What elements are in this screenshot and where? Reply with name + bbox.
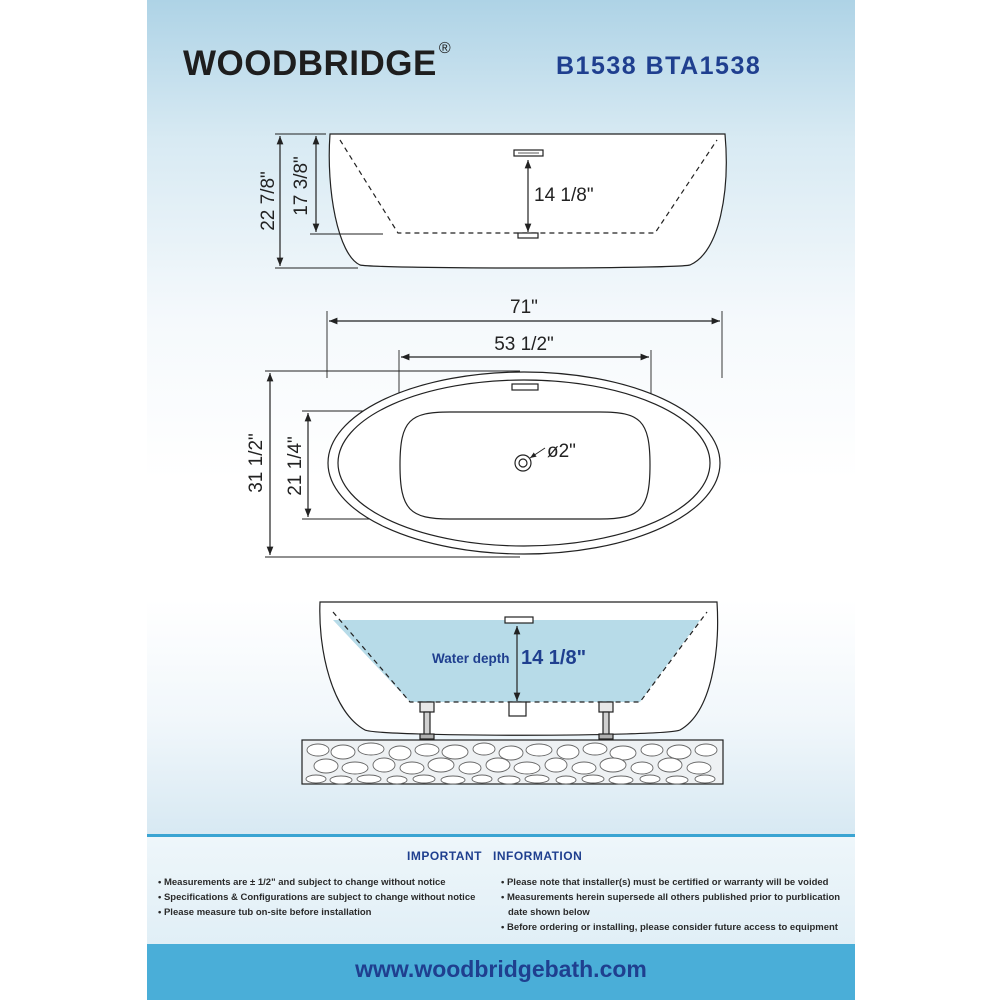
note-date-shown: date shown below	[508, 907, 590, 918]
model-numbers: B1538 BTA1538	[556, 52, 762, 80]
drain-diameter-label: ø2"	[547, 441, 576, 462]
interior-height-label: 17 3/8"	[291, 156, 312, 216]
front-view	[275, 134, 726, 268]
right-leveling-foot	[599, 702, 613, 712]
brand-name: WOODBRIDGE	[183, 44, 437, 83]
note-measurements: • Measurements are ± 1/2" and subject to change without notice	[158, 877, 446, 888]
installation-view	[302, 602, 723, 784]
info-heading-information: INFORMATION	[493, 849, 583, 863]
front-drain-depth-label: 14 1/8"	[534, 185, 594, 206]
registered-mark: ®	[438, 40, 452, 57]
interior-width-label: 21 1/4"	[285, 436, 306, 496]
interior-length-label: 53 1/2"	[494, 334, 554, 355]
left-leveling-foot	[420, 702, 434, 712]
info-heading-important: IMPORTANT	[407, 849, 482, 863]
water-depth-value: 14 1/8"	[521, 647, 587, 669]
front-drain-icon	[518, 233, 538, 238]
overall-width-label: 31 1/2"	[246, 433, 267, 493]
note-measure-onsite: • Please measure tub on-site before installation	[158, 907, 372, 918]
installed-overflow-icon	[505, 617, 533, 623]
water-depth-label: Water depth	[432, 651, 510, 666]
installed-drain-icon	[509, 702, 526, 716]
top-overflow-icon	[512, 384, 538, 390]
overall-length-label: 71"	[510, 297, 538, 318]
note-specifications: • Specifications & Configurations are subject to change without notice	[158, 892, 476, 903]
overall-height-label: 22 7/8"	[258, 171, 279, 231]
website-link[interactable]: www.woodbridgebath.com	[355, 956, 647, 982]
note-future-access: • Before ordering or installing, please consider future access to equipment	[501, 922, 838, 933]
tub-outer-rim	[328, 372, 720, 554]
note-supersede: • Measurements herein supersede all others published prior to purblication	[501, 892, 841, 903]
note-installer-certified: • Please note that installer(s) must be certified or warranty will be voided	[501, 877, 829, 888]
